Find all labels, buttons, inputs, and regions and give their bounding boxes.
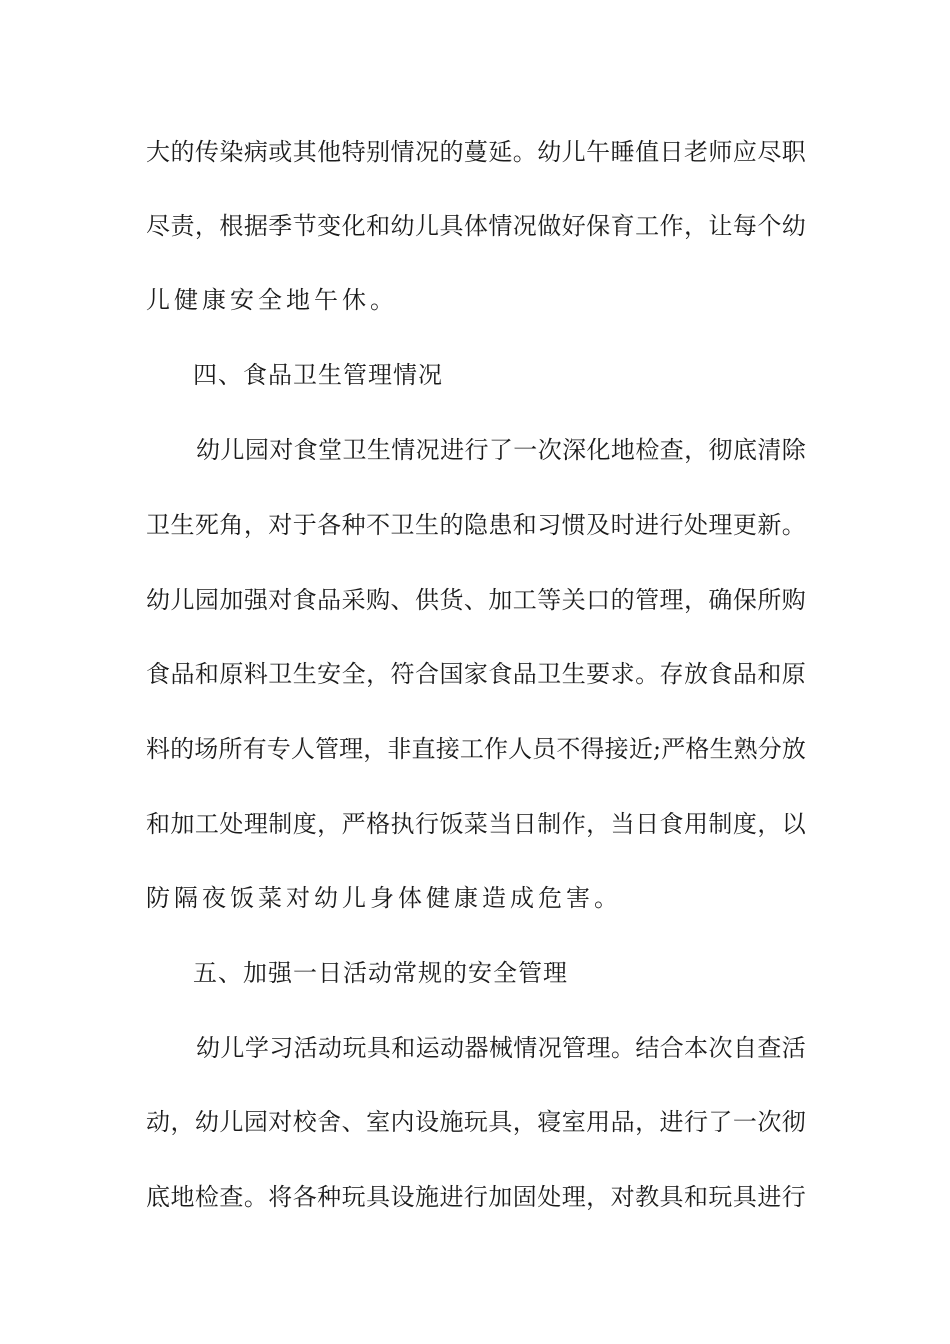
paragraph-line: 动 ， 幼 儿 园 对 校 舍 、 室 内 设 施 玩 具 ， 寝 室 用 品 ， 进 行 了 一 次 彻 xyxy=(146,1108,806,1136)
paragraph-line: 料 的 场 所 有 专 人 管 理 ， 非 直 接 工 作 人 员 不 得 接 近 ; 严 格 生 熟 分 放 xyxy=(146,735,806,763)
paragraph-line: 食 品 和 原 料 卫 生 安 全 ， 符 合 国 家 食 品 卫 生 要 求 。 存 放 食 品 和 原 xyxy=(146,660,806,688)
paragraph-line: 儿健康安全地午休。 xyxy=(146,286,398,314)
section-heading-four: 四、食品卫生管理情况 xyxy=(193,361,443,389)
paragraph-line: 尽 责 ， 根 据 季 节 变 化 和 幼 儿 具 体 情 况 做 好 保 育 工 作 ， 让 每 个 幼 xyxy=(146,212,806,240)
paragraph-line: 大 的 传 染 病 或 其 他 特 别 情 况 的 蔓 延 。 幼 儿 午 睡 值 日 老 师 应 尽 职 xyxy=(146,138,806,166)
paragraph-line: 底 地 检 查 。 将 各 种 玩 具 设 施 进 行 加 固 处 理 ， 对 教 具 和 玩 具 进 行 xyxy=(146,1183,806,1211)
paragraph-line: 幼 儿 学 习 活 动 玩 具 和 运 动 器 械 情 况 管 理 。 结 合 本 次 自 查 活 xyxy=(196,1034,806,1062)
paragraph-line: 幼 儿 园 加 强 对 食 品 采 购 、 供 货 、 加 工 等 关 口 的 管 理 ， 确 保 所 购 xyxy=(146,586,806,614)
paragraph-line: 防隔夜饭菜对幼儿身体健康造成危害。 xyxy=(146,884,622,912)
paragraph-line: 卫 生 死 角 ， 对 于 各 种 不 卫 生 的 隐 患 和 习 惯 及 时 进 行 处 理 更 新 。 xyxy=(146,511,806,539)
section-heading-five: 五、加强一日活动常规的安全管理 xyxy=(193,959,568,987)
paragraph-line: 幼 儿 园 对 食 堂 卫 生 情 况 进 行 了 一 次 深 化 地 检 查 ， 彻 底 清 除 xyxy=(196,436,806,464)
paragraph-line: 和 加 工 处 理 制 度 ， 严 格 执 行 饭 菜 当 日 制 作 ， 当 日 食 用 制 度 ， 以 xyxy=(146,810,806,838)
